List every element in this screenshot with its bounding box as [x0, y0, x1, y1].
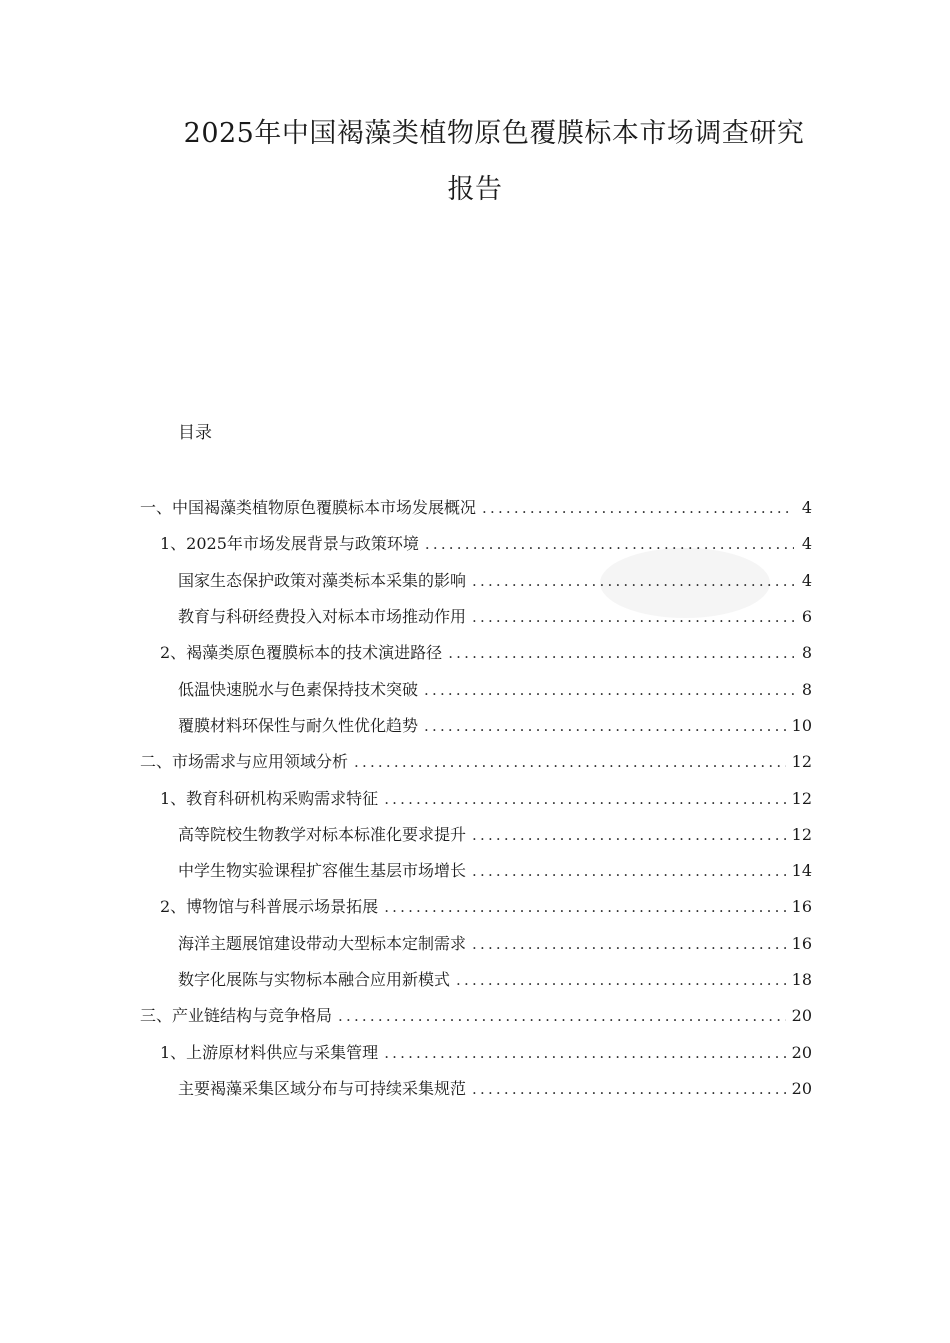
toc-entry[interactable] [140, 708, 812, 744]
toc-entry-page: 16 [791, 897, 812, 917]
toc-leader-dots [338, 1005, 786, 1027]
toc-entry[interactable] [140, 599, 812, 635]
toc-entry-page: 12 [791, 752, 812, 772]
toc-entry[interactable] [140, 1071, 812, 1107]
toc-entry[interactable] [140, 744, 812, 780]
toc-leader-dots [472, 570, 794, 592]
toc-leader-dots [384, 1042, 785, 1064]
toc-entry-label: 高等院校生物教学对标本标准化要求提升 [178, 824, 467, 844]
report-title [0, 108, 950, 216]
toc-leader-dots [472, 824, 786, 846]
toc-leader-dots [448, 642, 794, 664]
toc-entry-page: 12 [791, 824, 812, 844]
toc-leader-dots [472, 606, 794, 628]
toc-leader-dots [425, 533, 794, 555]
toc-entry-label: 2、褐藻类原色覆膜标本的技术演进路径 [160, 643, 443, 663]
toc-entry[interactable] [140, 817, 812, 853]
toc-entry-label: 1、上游原材料供应与采集管理 [160, 1042, 379, 1062]
toc-entry-label: 一、中国褐藻类植物原色覆膜标本市场发展概况 [140, 498, 477, 518]
toc-entry-label: 二、市场需求与应用领域分析 [140, 752, 349, 772]
toc-entry-label: 三、产业链结构与竞争格局 [140, 1006, 333, 1026]
toc-entry-label: 海洋主题展馆建设带动大型标本定制需求 [178, 933, 467, 953]
toc-entry-page: 4 [801, 570, 812, 590]
toc-heading: 目录 [178, 423, 212, 443]
toc-entry[interactable] [140, 526, 812, 562]
toc-entry-label: 低温快速脱水与色素保持技术突破 [178, 679, 419, 699]
toc-entry-page: 8 [801, 679, 812, 699]
toc-entry-page: 20 [791, 1006, 812, 1026]
toc-entry[interactable] [140, 780, 812, 816]
toc-entry-page: 4 [801, 498, 812, 518]
toc-entry[interactable] [140, 926, 812, 962]
toc-leader-dots [472, 860, 786, 882]
toc-leader-dots [472, 1078, 786, 1100]
toc-leader-dots [482, 497, 794, 519]
toc-leader-dots [384, 788, 785, 810]
toc-entry-page: 10 [791, 715, 812, 735]
toc-entry-page: 4 [801, 534, 812, 554]
report-title-line-1: 2025年中国褐藻类植物原色覆膜标本市场调查研究 [183, 118, 805, 149]
toc-entry-page: 20 [791, 1042, 812, 1062]
toc-entry-label: 国家生态保护政策对藻类标本采集的影响 [178, 570, 467, 590]
toc-entry-page: 20 [791, 1078, 812, 1098]
toc-entry[interactable] [140, 635, 812, 671]
toc-entry-label: 主要褐藻采集区域分布与可持续采集规范 [178, 1078, 467, 1098]
toc-entry-label: 2、博物馆与科普展示场景拓展 [160, 897, 379, 917]
toc-entry-page: 18 [791, 970, 812, 989]
toc-entry-label: 数字化展陈与实物标本融合应用新模式 [178, 970, 451, 989]
toc-entry-label: 1、2025年市场发展背景与政策环境 [160, 534, 419, 554]
toc-entry[interactable] [140, 853, 812, 889]
toc-entry-page: 6 [801, 607, 812, 627]
toc-leader-dots [354, 751, 786, 773]
toc-entry-label: 中学生物实验课程扩容催生基层市场增长 [178, 861, 467, 881]
toc-leader-dots [456, 969, 786, 991]
toc-entry[interactable] [140, 1034, 812, 1070]
toc-entry-page: 8 [801, 643, 812, 663]
toc-entry-label: 1、教育科研机构采购需求特征 [160, 788, 379, 808]
toc-leader-dots [472, 933, 786, 955]
toc-entry-label: 教育与科研经费投入对标本市场推动作用 [178, 607, 467, 627]
toc-entry[interactable] [140, 490, 812, 526]
toc-entry-page: 16 [791, 933, 812, 953]
toc-entry-page: 14 [791, 861, 812, 881]
toc-leader-dots [424, 679, 794, 701]
toc-entry[interactable] [140, 563, 812, 599]
report-title-line-2: 报告 [447, 174, 503, 205]
toc-entry[interactable] [140, 962, 812, 998]
toc-entry[interactable] [140, 998, 812, 1034]
toc-entry[interactable] [140, 889, 812, 925]
toc-entry[interactable] [140, 671, 812, 707]
toc-leader-dots [384, 896, 785, 918]
table-of-contents [140, 490, 812, 1107]
toc-entry-page: 12 [791, 788, 812, 808]
toc-entry-label: 覆膜材料环保性与耐久性优化趋势 [178, 715, 419, 735]
toc-leader-dots [424, 715, 786, 737]
